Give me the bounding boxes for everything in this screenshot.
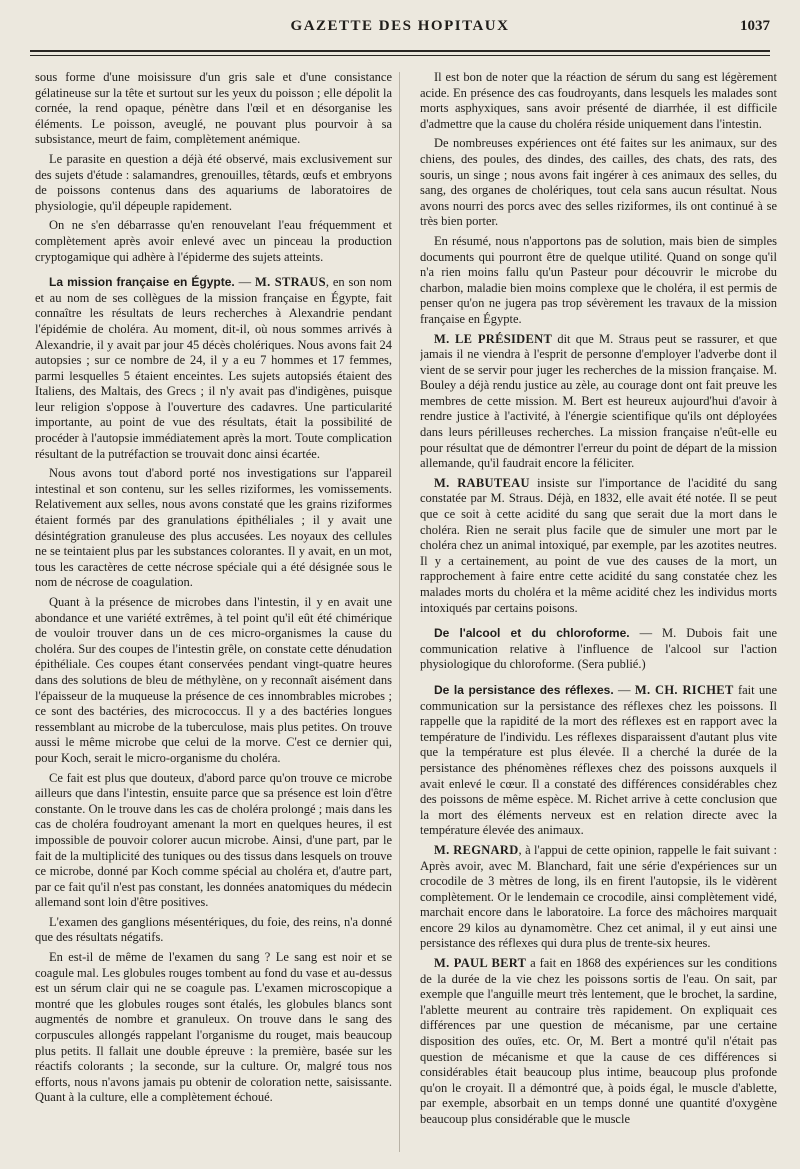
paragraph: En résumé, nous n'apportons pas de solution, mais bien de simples documents qui pourront être de quelque utilité. Quand on songe qu'il n'a rien moins fallu qu'un Pasteur pour découvrir le microbe du charbon, maladie bien moins complexe que le choléra, il est permis de penser qu'on ne jugera pas trop sévèrement les travaux de la mission française en Égypte. <box>420 233 777 326</box>
paragraph: Il est bon de noter que la réaction de sérum du sang est légèrement acide. En présence des cas foudroyants, dans lesquels les malades sont morts asphyxiques, sans avoir présenté de diarrhée, il est difficile d'admettre que la cause du choléra réside uniquement dans l'intestin. <box>420 70 777 131</box>
speaker-name: M. CH. RICHET <box>634 682 734 697</box>
paragraph: Le parasite en question a déjà été observé, mais exclusivement sur des sujets d'étude : salamandres, grenouilles, têtards, œufs et embryons de poissons contenus dans des aquariums de laboratoires de physiologie, qu'il dépeuple rapidement. <box>35 151 392 213</box>
paragraph-text: insiste sur l'importance de l'acidité du sang constatée par M. Straus. Déjà, en 1832, elle avait été notée. Il se peut que ce soit à cette acidité du sang que serait due la mort dans le choléra. Rien ne serait plus facile que de simuler une mort par le choléra chez un animal intoxiqué, par exemple, par les azotites neutres. Il y a certainement, au point de vue des causes de la mort, un rapprochement à faire entre cette acidité du sang constatée chez les malades morts du choléra et la même acidité chez les individus morts intoxiqués par certains poisons. <box>420 475 777 615</box>
section-heading: De l'alcool et du chloroforme. <box>434 626 630 641</box>
column-divider <box>399 72 400 1152</box>
paragraph <box>420 843 777 952</box>
speaker-name: M. RABUTEAU <box>434 475 530 490</box>
section-paragraph <box>35 275 392 462</box>
paragraph <box>420 476 777 616</box>
header-rule-thin <box>30 55 770 56</box>
section-heading: De la persistance des réflexes. <box>434 682 614 697</box>
paragraph: sous forme d'une moisissure d'un gris sale et d'une consistance gélatineuse sur la tête et surtout sur les yeux du poisson ; elle dépolit la cornée, la rend opaque, pénètre dans l'œil et en désorganise les éléments. Le poisson, aveuglé, ne pouvant plus pourvoir à sa subsistance, meurt de faim, complètement anémique. <box>35 70 392 147</box>
left-column <box>35 70 392 1155</box>
speaker-name: M. LE PRÉSIDENT <box>434 331 553 346</box>
paragraph: De nombreuses expériences ont été faites sur les animaux, sur des chiens, des poules, des dindes, des cailles, des chats, des rats, des souris, un singe ; nous avons fait ingérer à ces animaux des selles, du sang, des organes de cholériques, tout cela sans aucun résultat. Nous avons nourri des porcs avec des selles riziformes, ils ont continué à se très bien porter. <box>420 136 777 229</box>
section-paragraph <box>420 683 777 839</box>
speaker-name: M. PAUL BERT <box>434 956 527 971</box>
page-number: 1037 <box>740 18 770 34</box>
paragraph-text: , à l'appui de cette opinion, rappelle le fait suivant : Après avoir, avec M. Blanchard, fait une série d'expériences sur un crocodile de 3 mètres de long, ils en firent l'autopsie, ils le vidèrent complètement. Or le lendemain ce crocodile, ainsi complètement vidé, marchait encore dans le laboratoire. La force des mâchoires marquait encore 29 kilos au dynamomètre. Chez cet animal, il y eut ainsi une persistance des réflexes qui dura plus de trente-six heures. <box>420 842 777 951</box>
speaker-name: M. STRAUS <box>255 275 326 290</box>
paragraph-text: dit que M. Straus peut se rassurer, et que jamais il ne viendra à l'esprit de personne d'employer l'adverbe dont il vient de se servir pour juger les recherches de la mission française. M. Bouley a déjà rendu justice au zèle, au courage dont ont fait preuve les membres de cette mission. M. Bert est heureux aujourd'hui d'avoir à rendre justice à l'activité, à l'énergie scientifique qu'ils ont déployées dans leurs périlleuses recherches. La mission française n'eût-elle eu pour résultat que de démontrer l'erreur du point de départ de la mission allemande, qu'il faudrait encore la féliciter. <box>420 331 777 471</box>
dash: — <box>234 275 256 290</box>
header-rule-thick <box>30 50 770 52</box>
dash: — <box>613 682 635 697</box>
paragraph-text: — M. Dubois fait une communication relative à l'influence de l'alcool sur l'action physiologique du chloroforme. (Sera publié.) <box>420 626 777 672</box>
journal-title: GAZETTE DES HOPITAUX <box>290 18 510 34</box>
speaker-name: M. REGNARD <box>434 842 519 857</box>
paragraph: Quant à la présence de microbes dans l'intestin, il y en avait une abondance et une variété extrêmes, à tel point qu'il eût été chimérique de vouloir trouver dans un de ces micro-organismes la cause du choléra. Sur des coupes de l'intestin grêle, on constate cette dénudation épithéliale. Ces coupes étant conservées pendant vingt-quatre heures dans des solutions de bleu de méthylène, on y reconnaît aisément dans l'épaisseur de la muqueuse la présence de ces innombrables microbes ; ce sont des bactéries, des micrococcus. Il y a des bactéries longues ressemblant au microbe de la tuberculose, mais plus petites. On trouve aussi le même microbe que celui de la morve. C'est ce dernier qui, pour Koch, serait le micro-organisme du choléra. <box>35 595 392 765</box>
section-paragraph <box>420 626 777 673</box>
paragraph-text: fait une communication sur la persistance des réflexes chez les poissons. Il rappelle que la rapidité de la mort des réflexes est en rapport avec la température de l'individu. Les réflexes disparaissent d'autant plus vite que la température est plus élevée. Il a cherché la durée de la persistance des phénomènes réflexes chez des poissons auxquels il avait enlevé le cœur. Il a constaté des différences considérables chez des poissons de même espèce. M. Richet arrive à cette conclusion que la mort des éléments nerveux est en relation directe avec la température élevée des animaux. <box>420 682 777 838</box>
paragraph: L'examen des ganglions mésentériques, du foie, des reins, n'a donné que des résultats négatifs. <box>35 914 392 945</box>
page-header <box>30 18 770 44</box>
paragraph <box>420 332 777 472</box>
paragraph: Nous avons tout d'abord porté nos investigations sur l'appareil intestinal et son contenu, sur les selles riziformes, les vomissements. Relativement aux selles, nous avons constaté que les grains riziformes étaient formés par des granulations épithéliales ; il y avait une désintégration granuleuse des plus accusées. Les noyaux des cellules ne se teintaient plus par les substances colorantes. Il y avait, en un mot, tous les caractères de cette nécrose spéciale qui a été désignée sous le nom de nécrose de coagulation. <box>35 466 392 590</box>
right-column <box>420 70 777 1155</box>
paragraph: On ne s'en débarrasse qu'en renouvelant l'eau fréquemment et complètement après avoir enlevé avec un pinceau la production cryptogamique qui adhère à l'épiderme des sujets atteints. <box>35 218 392 264</box>
paragraph <box>420 956 777 1128</box>
paragraph: En est-il de même de l'examen du sang ? Le sang est noir et se coagule mal. Les globules rouges tombent au fond du vase et au-dessus est un sérum clair qui ne se coagule pas. L'examen microscopique a montré que les globules rouges sont étalés, les globules blancs sont augmentés de nombre et granuleux. On trouve dans le sang des corpuscules allongés rappelant l'organisme du rouget, mais beaucoup plus petits. Il fallait une double épreuve : la première, basée sur les réactifs colorants ; la seconde, sur la culture. Or, malgré tous nos efforts, nous n'avons jamais pu obtenir de coloration nette, saisissante. Quant à la culture, elle a complètement échoué. <box>35 950 392 1105</box>
paragraph: Ce fait est plus que douteux, d'abord parce qu'on trouve ce microbe ailleurs que dans l'intestin, ensuite parce que sa présence est loin d'être constante. On le trouve dans les cas de choléra prolongé ; mais dans les cas de choléra foudroyant amenant la mort en quelques heures, il est impossible de pouvoir colorer aucun microbe. Ainsi, d'une part, par le fait de la multiplicité des tuniques ou des tissus dans lesquels on trouve ce microbe, donné par Koch comme spécial au choléra et, d'autre part, par ce fait qu'il n'est pas constant, les données anatomiques du médecin allemand sont loin d'être positives. <box>35 770 392 910</box>
paragraph-text: , en son nom et au nom de ses collègues de la mission française en Égypte, fait connaître les résultats de leurs recherches à Alexandrie pendant l'épidémie de choléra. Au moment, dit-il, où nous sommes arrivés à Alexandrie, il y avait par jour 45 décès cholériques. Nous avons fait 24 autopsies ; sur ce nombre de 24, il y a eu 7 hommes et 17 femmes, parmi lesquelles 5 étaient enceintes. Les sujets autopsiés étaient des Italiens, des Maltais, des Grecs ; il n'y avait pas d'indigènes, puisque leur religion s'oppose à l'ouverture des cadavres. Une particularité importante, au point de vue des résultats, était la possibilité de procéder à l'autopsie immédiatement après la mort. Toute complication résultant de la putréfaction se trouvait donc ainsi écartée. <box>35 275 392 461</box>
section-heading: La mission française en Égypte. <box>49 275 235 290</box>
paragraph-text: a fait en 1868 des expériences sur les conditions de la durée de la vie chez les poissons sortis de l'eau. On sait, par exemple que l'anguille meurt très lentement, que le brochet, la sardine, l'ablette meurent au contraire très rapidement. On expliquait ces différences par une question de mécanisme, par une certaine disposition des ouïes, etc. Or, M. Bert a montré qu'il n'était pas question de mécanisme et que la cause de ces différences si considérables était beaucoup plus intime, beaucoup plus profonde qu'on le croyait. Il a démontré que, à poids égal, le muscle d'ablette, par exemple, absorbait en un temps donné une quantité d'oxygène beaucoup plus considérable que le muscle <box>420 956 777 1126</box>
